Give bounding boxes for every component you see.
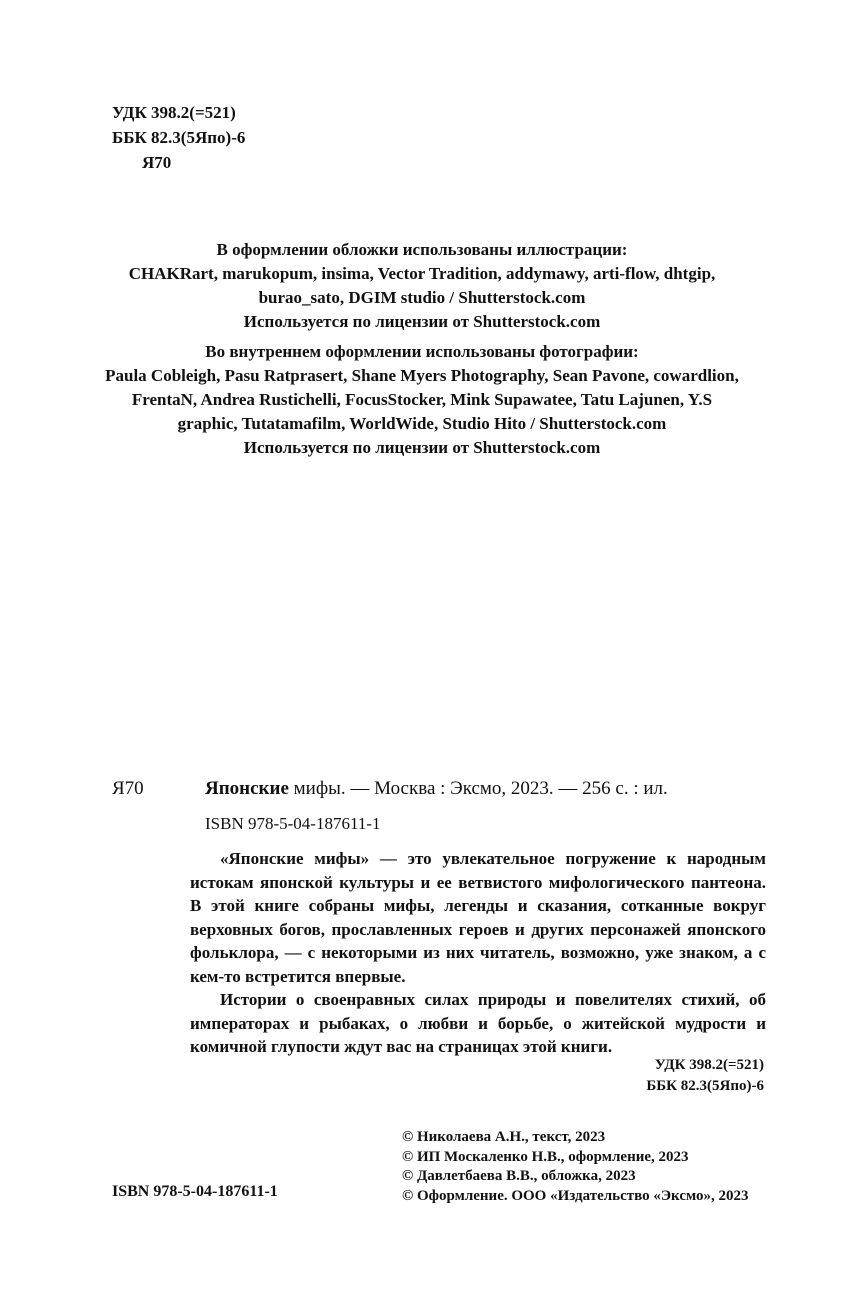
cover-credits-line: burao_sato, DGIM studio / Shutterstock.com <box>258 288 586 307</box>
catalog-entry <box>112 776 772 837</box>
copyright-line-publisher: © Оформление. ООО «Издательство «Эксмо», 2023 <box>402 1187 749 1204</box>
photo-credits-line: graphic, Tutatamafilm, WorldWide, Studio Hito / Shutterstock.com <box>177 414 667 433</box>
photo-credits-license: Используется по лицензии от Shutterstock.com <box>243 438 601 457</box>
header-codes <box>112 100 245 175</box>
bibliographic-description-rest: мифы. — Москва : Эксмо, 2023. — 256 с. : ил. <box>288 778 668 799</box>
copyright-line-cover: © Давлетбаева В.В., обложка, 2023 <box>402 1168 636 1184</box>
catalog-entry-row <box>112 776 772 802</box>
cover-credits-license: Используется по лицензии от Shutterstock.com <box>243 312 601 331</box>
copyright-block <box>402 1128 749 1206</box>
author-sign-catalog: Я70 <box>112 778 144 799</box>
photo-credits-line: FrentaN, Andrea Rustichelli, FocusStocker, Mink Supawatee, Tatu Lajunen, Y.S <box>131 390 713 409</box>
annotation-paragraph-1: «Японские мифы» — это увлекательное погружение к народным истокам японской культуры и ее ветвистого мифологического пантеона. В этой книге собраны мифы, легенды и сказания, сотканные вокруг верховных богов, прославленных героев и других персонажей японского фольклора, — с некоторыми из них читатель, возможно, уже знаком, а с кем-то встретится впервые. <box>190 849 766 986</box>
book-title: Японские <box>205 778 289 799</box>
isbn-catalog: ISBN 978-5-04-187611-1 <box>205 814 381 833</box>
footer-codes <box>646 1055 764 1097</box>
udk-code-top: УДК 398.2(=521) <box>112 103 236 122</box>
cover-credits-block <box>62 238 782 334</box>
cover-credits-line: CHAKRart, marukopum, insima, Vector Tradition, addymawy, arti-flow, dhtgip, <box>128 264 716 283</box>
photo-credits-title: Во внутреннем оформлении использованы фотографии: <box>205 342 639 361</box>
udk-code-bottom: УДК 398.2(=521) <box>654 1057 764 1073</box>
isbn-bottom: ISBN 978-5-04-187611-1 <box>112 1183 278 1200</box>
bibliographic-description <box>205 776 772 802</box>
photo-credits-block <box>62 340 782 460</box>
bbk-code-bottom: ББК 82.3(5Япо)-6 <box>646 1078 764 1094</box>
photo-credits-line: Paula Cobleigh, Pasu Ratprasert, Shane Myers Photography, Sean Pavone, cowardlion, <box>105 366 739 385</box>
bbk-code-top: ББК 82.3(5Япо)-6 <box>112 128 246 147</box>
annotation <box>190 847 766 1059</box>
copyright-line-design: © ИП Москаленко Н.В., оформление, 2023 <box>402 1148 689 1165</box>
copyright-line-text-author: © Николаева А.Н., текст, 2023 <box>402 1129 606 1145</box>
annotation-paragraph-2: Истории о своенравных силах природы и повелителях стихий, об императорах и рыбаках, о любви и борьбе, о житейской мудрости и комичной глупости ждут вас на страницах этой книги. <box>190 990 766 1056</box>
author-sign-top: Я70 <box>142 153 172 172</box>
cover-credits-title: В оформлении обложки использованы иллюстрации: <box>216 240 628 259</box>
